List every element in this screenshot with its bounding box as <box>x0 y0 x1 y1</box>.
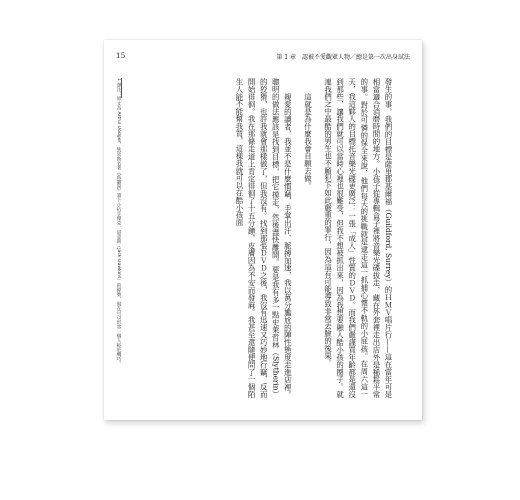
paragraph: 親愛的讀者，我並不是什麼慣竊，手掌出汗、脈搏加速，我以萬分尷尬的陣性態度走進店裡。聰明的做法應該是找到目標，把它摸走，然後盡快離開。要是我有多一點史萊哲林（Slytherin）的狡猾，也許我就會那樣做了，但我沒有。找到那張ＤＶＤ之後，我沒有迅速又巧妙地行竊，反而開始徘徊。我在那條走道上肯定徘徊了十五分鐘，皮膚因為不安而發麻。我甚至還隨便問了一個陌生人能不能幫我買，這樣我就可以在酷小孩面 <box>234 78 293 398</box>
page-number: 15 <box>116 52 126 60</box>
footnote: 1 譯注：原文為 Artful Dodger，狄更斯名著《孤雛淚》筆下小扒手傑克．道金斯（Jack Dawkins）的綽號，現在可以形容一個人較於機巧。 <box>116 78 121 366</box>
paragraph: 發生的事，我們的目標是薩里郡基爾福（Guildford, Surrey）的ＨＭＶ唱片行——這在當年可是相當適合消磨時間的地方。小孩子從專輯盒子裡將音樂光碟拔走，藏在外套裡走出店外是稀鬆平常的事。對於可憐的保全來說，他們每天的挑戰就是逮走這一抓捕心懷不軌的小屁孩。在周六這一天，我這夥人的目標托音樂光碟更廣泛：一張「成人」性質的ＤＶＤ。而我們嚴謹買年齡都是還沒到那些，讓我們就可以當時心裡也很難受，但我不想被抓出來，因為我想要融入酷小孩的圈子。就連我們之中最酷的男生也不願犯下如此嚴重的罪行，因為這有可能導致非常丟臉的後果。 <box>323 78 393 398</box>
page-body-text <box>124 78 394 398</box>
paragraph: 這就是為什麼我會自願去做。 <box>303 92 313 189</box>
running-title: 第 1 章 認被不愛觀眾人物／總是第一次出身試法 <box>276 54 410 61</box>
footnote-divider <box>121 78 122 98</box>
book-page <box>104 40 422 420</box>
